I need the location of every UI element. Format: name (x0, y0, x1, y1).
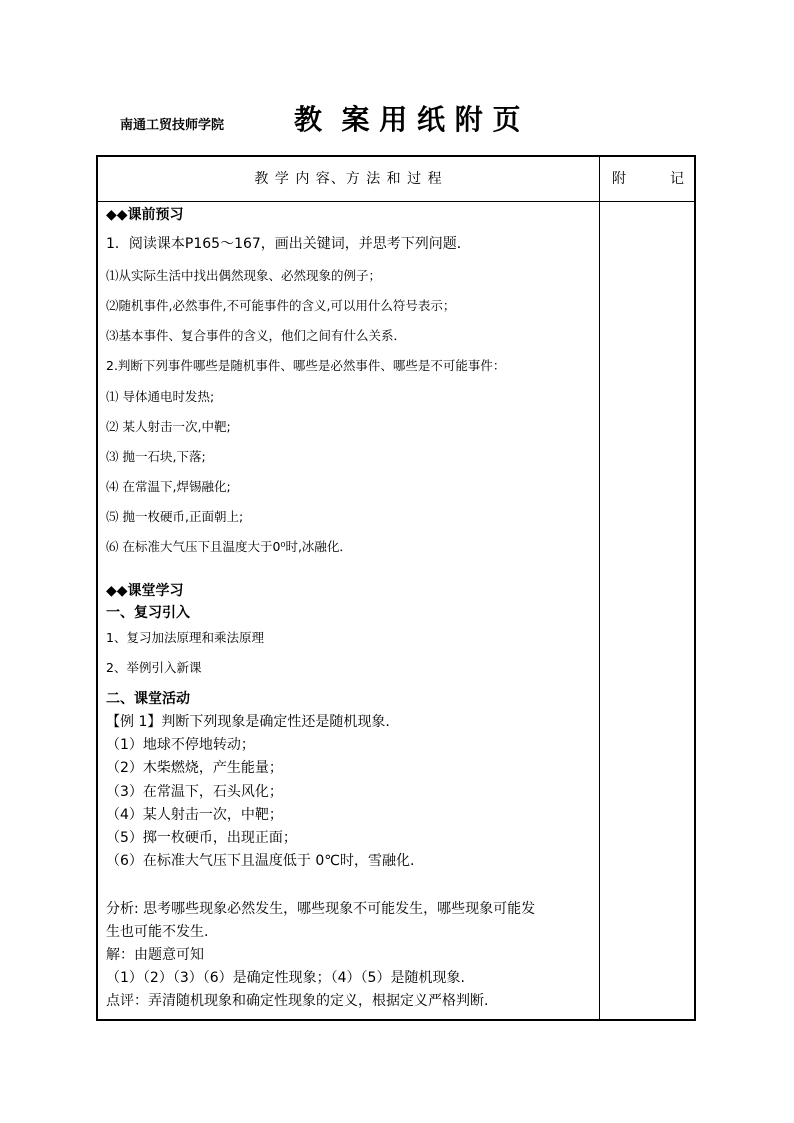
example-item: （5）掷一枚硬币，出现正面； (106, 830, 297, 846)
section-review: 一、复习引入 (106, 605, 190, 621)
review-item: 2、举例引入新课 (106, 660, 202, 675)
example-item: （1）地球不停地转动； (106, 737, 255, 753)
q1-item: ⑵随机事件,必然事件,不可能事件的含义,可以用什么符号表示； (106, 298, 456, 313)
solution-text: （1）（2）（3）（6）是确定性现象；（4）（5）是随机现象. (106, 970, 465, 986)
q2-item: ⑵ 某人射击一次,中靶; (106, 419, 231, 434)
q2-item: ⑸ 抛一枚硬币,正面朝上; (106, 509, 244, 524)
review-item: 1、复习加法原理和乘法原理 (106, 630, 264, 645)
header-divider (98, 201, 694, 202)
example-item: （2）木柴燃烧，产生能量； (106, 760, 283, 776)
section-activity: 二、课堂活动 (106, 691, 190, 707)
preview-q1: 1．阅读课本P165～167，画出关键词，并思考下列问题． (106, 236, 471, 252)
page-title: 教 案 用 纸 附 页 (294, 103, 521, 136)
q1-item: ⑶基本事件、复合事件的含义，他们之间有什么关系． (106, 328, 407, 343)
solution-label: 解：由题意可知 (106, 947, 204, 963)
preview-q2: 2.判断下列事件哪些是随机事件、哪些是必然事件、哪些是不可能事件： (106, 358, 506, 373)
q2-item: ⑶ 抛一石块,下落; (106, 449, 206, 464)
school-name: 南通工贸技师学院 (120, 118, 225, 133)
example-item: （6）在标准大气压下且温度低于 0℃时，雪融化. (106, 853, 415, 869)
q2-item: ⑹ 在标准大气压下且温度大于0⁰时,冰融化． (106, 539, 352, 554)
analysis-line: 生也可能不发生. (106, 924, 209, 940)
classroom-heading: ◆◆课堂学习 (106, 583, 184, 599)
comment: 点评：弄清随机现象和确定性现象的定义，根据定义严格判断. (106, 993, 489, 1009)
q2-item: ⑷ 在常温下,焊锡融化; (106, 479, 231, 494)
column-divider (599, 157, 600, 1019)
example-item: （4）某人射击一次，中靶； (106, 807, 283, 823)
lesson-table (96, 155, 696, 1021)
q2-item: ⑴ 导体通电时发热; (106, 389, 215, 404)
content-column-header: 教 学 内 容、方 法 和 过 程 (254, 171, 443, 187)
analysis-line: 分析: 思考哪些现象必然发生，哪些现象不可能发生，哪些现象可能发 (106, 901, 536, 917)
notes-header-char-1: 附 (612, 171, 626, 187)
preview-heading: ◆◆课前预习 (106, 207, 184, 223)
notes-header-char-2: 记 (670, 171, 684, 187)
example-1: 【例 1】判断下列现象是确定性还是随机现象. (106, 714, 390, 730)
notes-column-header (600, 157, 694, 201)
q1-item: ⑴从实际生活中找出偶然现象、必然现象的例子； (106, 268, 382, 283)
example-item: （3）在常温下，石头风化； (106, 784, 283, 800)
